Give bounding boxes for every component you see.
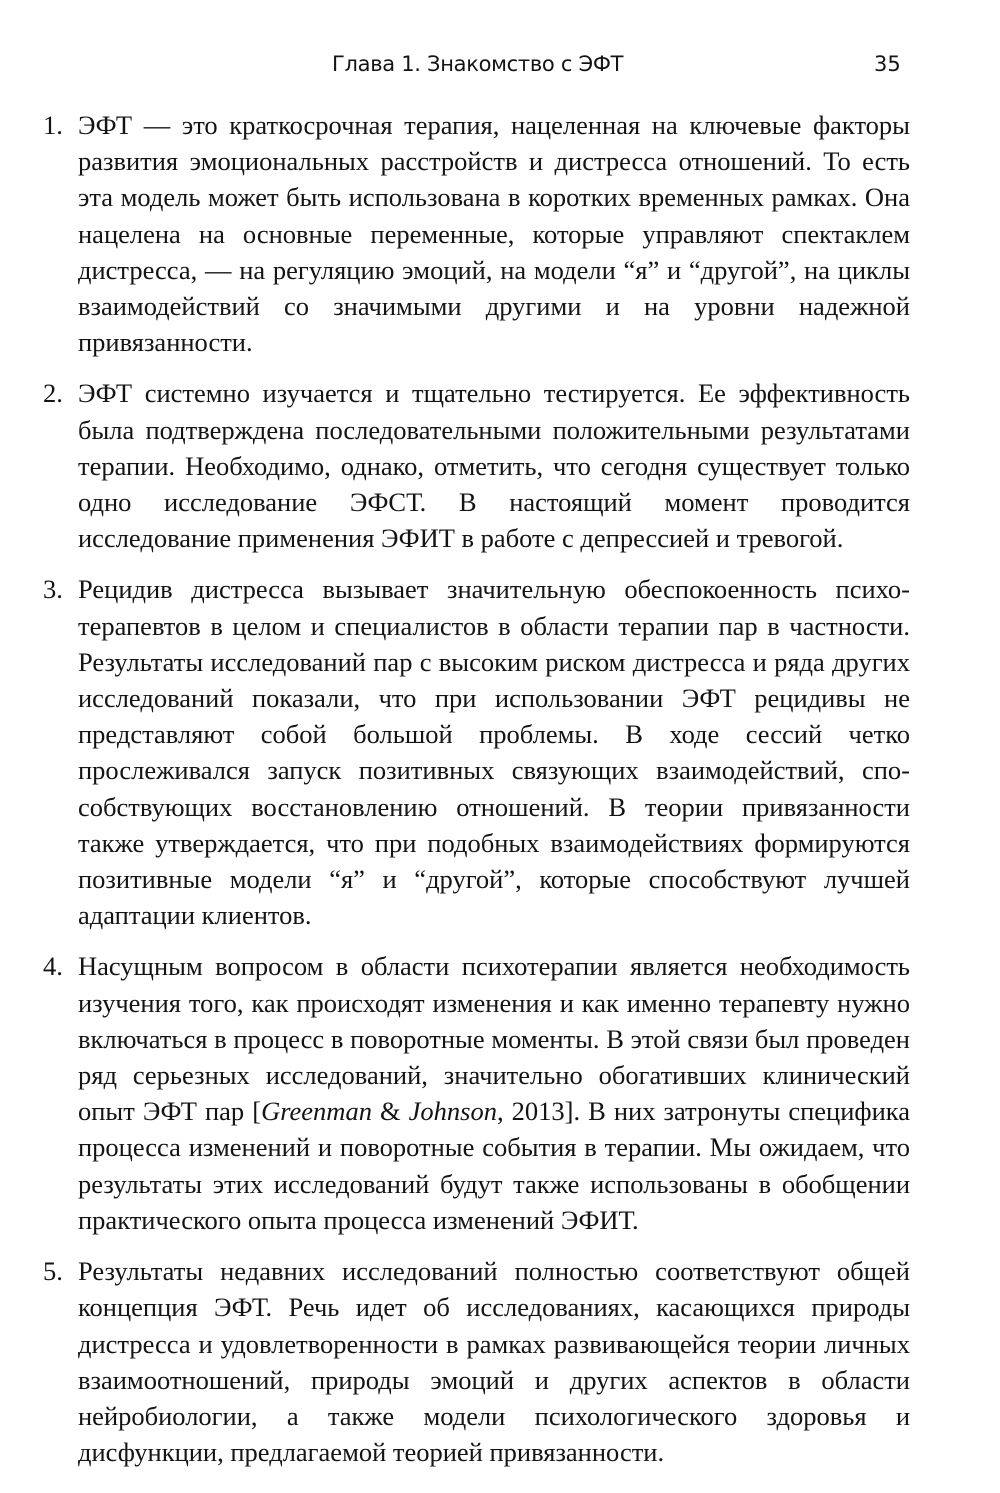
chapter-title: Глава 1. Знакомство с ЭФТ <box>332 52 624 76</box>
item-number: 2. <box>43 378 63 409</box>
numbered-list <box>0 107 1000 1485</box>
item-text: Рецидив дистресса вызывает значительную обеспокоенность психотерапевтов в целом и специалистов в области терапии пар в частности. Результаты исследований пар с высоким риском дистресса и ряда других исследований показали, что при использовании ЭФТ рецидивы не представляют собой большой проблемы. В ходе сессий четко прослеживался запуск позитивных связующих взаимодействий, способствующих восстановлению отношений. В теории привязанности также утверждается, что при подобных взаимодействиях формируются позитивные модели “я” и “другой”, которые способствуют лучшей адаптации клиентов. <box>78 574 910 931</box>
item-number: 4. <box>43 951 63 982</box>
page-number: 35 <box>874 52 901 76</box>
citation-ampersand: & <box>371 1096 409 1127</box>
list-item <box>0 1253 1000 1470</box>
item-number: 5. <box>43 1256 63 1287</box>
item-number: 1. <box>43 110 63 140</box>
item-text <box>78 948 910 1238</box>
item-number: 3. <box>43 574 63 605</box>
item-text: ЭФТ — это краткосрочная терапия, нацеленная на ключевые факторы развития эмоциональных расстройств и дистресса отношений. То есть эта модель может быть использована в коротких временных рамках. Она нацелена на основные переменные, которые управляют спектаклем дистресса, — на регуляцию эмоций, на модели “я” и “другой”, на циклы взаимодействий со значимыми другими и на уровни надежной привязанности. <box>78 110 910 358</box>
item-text: ЭФТ системно изучается и тщательно тестируется. Ее эффективность была подтверждена последовательными положительными результатами терапии. Необходимо, однако, отметить, что сегодня существует только одно исследование ЭФСТ. В настоящий момент проводится исследование применения ЭФИТ в работе с депрессией и тревогой. <box>78 378 910 554</box>
item-text-part: Насущным вопросом в области психотерапии является необходимость изучения того, как происходят изменения и как именно терапевту нужно включаться в процесс в поворотные моменты. В этой связи был проведен ряд серьезных исследований, значительно обогативших клинический опыт ЭФТ пар [ <box>78 951 910 1127</box>
list-item <box>0 571 1000 933</box>
item-text-part: , 2013]. В них затронуты специфика процесса изменений и поворотные события в терапии. Мы ожидаем, что результаты этих исследований будут также использованы в обобщении практического опыта процесса изменений ЭФИТ. <box>78 1096 910 1235</box>
item-text: Результаты недавних исследований полностью соответствуют общей концепция ЭФТ. Речь идет об исследованиях, касающихся природы дистресса и удовлетворенности в рамках развивающейся теории личных взаимоотношений, природы эмоций и других аспектов в области нейробиологии, а также модели психологического здоровья и дисфункции, предлагаемой теорией привязанности. <box>78 1256 910 1468</box>
running-head <box>0 52 1000 92</box>
citation-author: Greenman <box>261 1096 372 1127</box>
list-item <box>0 107 1000 360</box>
list-item <box>0 948 1000 1238</box>
list-item <box>0 375 1000 556</box>
citation-author: Johnson <box>408 1096 497 1127</box>
